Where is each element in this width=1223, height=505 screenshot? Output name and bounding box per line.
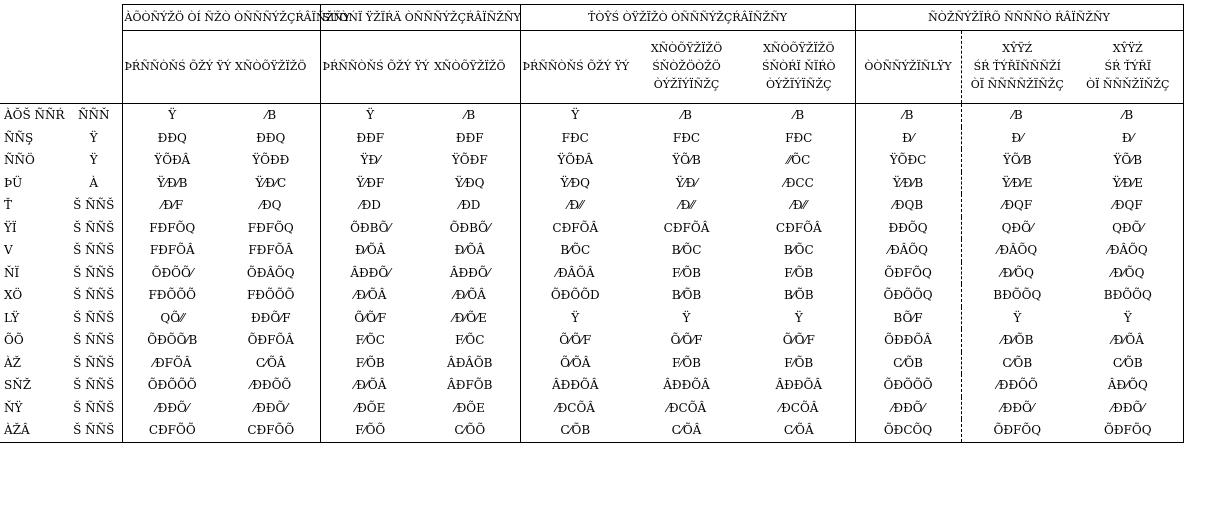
row-unit: À — [89, 175, 99, 190]
sub-header: XÑÒÕŸŽÏŽÖ ŚŇÒŽÖÒŽÖ ÒÝŽÏÝÏÑŽÇ — [630, 31, 743, 104]
table-cell: ÂÐÐÕÂ — [663, 378, 710, 393]
table-cell: ⁄Ð⁄ÕÂ — [320, 284, 420, 307]
table-cell: ÐÐÕ⁄F — [250, 310, 291, 325]
table-cell: Ð⁄ÕÂ — [454, 243, 485, 258]
table-cell: Ÿ — [520, 104, 630, 127]
table-cell: ÂÐÂÕB — [447, 355, 493, 370]
table-cell: FÐC — [520, 127, 630, 150]
group-header: ÑÒŽÑÝŽÏŔÕ ÑÑÑÑÒ ŔÂÏÑŽÑY — [855, 5, 1183, 31]
sub-header: ÞŔÑÑÒŇŚ ÕŽÝ ŸÝ — [122, 31, 222, 104]
table-cell: ⁄ÐD — [320, 194, 420, 217]
table-cell: Ð⁄ — [855, 127, 961, 150]
table-cell: Õ⁄ÕÂ — [520, 352, 630, 375]
table-cell: B⁄ÕB — [784, 288, 814, 303]
row-label: ŇÏ — [4, 265, 20, 280]
table-cell: ŸÕ⁄B — [961, 149, 1073, 172]
table-cell: Ÿ — [520, 307, 630, 330]
table-cell: FÐÕÕÕ — [122, 284, 222, 307]
row-label: ÑÑÖ — [4, 153, 35, 168]
table-cell: ⁄Ð⁄⁄ — [790, 198, 807, 213]
table-cell: Ð⁄ — [1073, 127, 1183, 150]
table-cell: B⁄ÕC — [671, 243, 702, 258]
table-body — [0, 104, 1183, 443]
table-cell: ÐÐÕQ — [855, 217, 961, 240]
table-cell: C⁄ÕÂ — [743, 419, 855, 442]
table-cell: ⁄B — [1073, 104, 1183, 127]
table-cell: ⁄Ð⁄ÕÂ — [453, 288, 486, 303]
table-cell: F⁄ÕÕ — [320, 419, 420, 442]
table-cell: ⁄B — [793, 108, 805, 123]
sub-header: XÑÒÕŸŽÏŽÖ — [222, 31, 320, 104]
table-row — [0, 374, 1183, 397]
table-cell: ⁄ÐQF — [1073, 194, 1183, 217]
table-cell: ⁄ÐQB — [855, 194, 961, 217]
table-row — [0, 262, 1183, 285]
table-cell: ⁄ÐCÕÂ — [779, 400, 819, 415]
table-row — [0, 352, 1183, 375]
table-cell: ÕÐÕÕÕ — [122, 374, 222, 397]
table-cell: ⁄Ð⁄⁄ — [678, 198, 695, 213]
table-cell: BÐÕÕQ — [961, 284, 1073, 307]
table-row — [0, 397, 1183, 420]
row-label: ÕÕ — [4, 333, 24, 348]
row-label: Ť — [4, 198, 13, 213]
table-cell: CÐFÕÕ — [222, 419, 320, 442]
group-header-row — [0, 5, 1183, 31]
table-cell: ⁄ÐÐÕÕ — [961, 374, 1073, 397]
table-cell: ⁄ÐÐÕ⁄ — [855, 397, 961, 420]
table-cell: ⁄ÐÂÕQ — [1073, 239, 1183, 262]
table-cell: F⁄ÕB — [672, 265, 702, 280]
table-cell: Õ⁄Õ⁄F — [670, 333, 703, 348]
table-cell: FÐFÕQ — [247, 220, 294, 235]
table-cell: ÕÐÂÕQ — [246, 265, 295, 280]
sub-header: ÞŔÑÑÒŇŚ ÕŽÝ ŸÝ — [520, 31, 630, 104]
row-label: SŇŽ — [4, 378, 32, 393]
table-cell: ÂÐÐÕ⁄ — [320, 262, 420, 285]
table-row — [0, 239, 1183, 262]
table-cell: ŸÐ⁄ — [320, 149, 420, 172]
row-unit: Š ÑÑŠ — [73, 243, 115, 258]
table-cell: ⁄ÐÐÕÕ — [250, 378, 292, 393]
table-cell: ÕÐÕÕ⁄ — [122, 262, 222, 285]
table-cell: ⁄B — [855, 104, 961, 127]
table-cell: Õ⁄Õ⁄F — [320, 307, 420, 330]
table-cell: ⁄ÐÐÕ⁄ — [254, 400, 288, 415]
table-cell: ÂÐÐÕÂ — [520, 374, 630, 397]
results-table — [0, 4, 1184, 443]
table-cell: ⁄Ð⁄ÕÂ — [1073, 329, 1183, 352]
table-cell: ⁄ÐQF — [961, 194, 1073, 217]
sub-header: ÞŔÑÑÒŇŚ ÕŽÝ ŸÝ — [320, 31, 420, 104]
group-header: SÙÒŃÏ ŸŽÏŔÄ ÒÑÑÑÝŽÇŔÂÏÑŽÑY — [320, 5, 520, 31]
table-cell: B⁄ÕC — [783, 243, 814, 258]
table-cell: ÕÐÕÕÕ — [855, 374, 961, 397]
table-cell: QÐÕ⁄ — [961, 217, 1073, 240]
table-cell: ÕÐFÕQ — [855, 262, 961, 285]
table-cell: ÕÐÕÕQ — [855, 284, 961, 307]
table-cell: F⁄ÕB — [784, 265, 814, 280]
table-cell: ÐÐQ — [122, 127, 222, 150]
table-row — [0, 217, 1183, 240]
table-cell: Ÿ⁄ÐQ — [455, 175, 485, 190]
row-label: ŇŸ — [4, 400, 23, 415]
table-cell: ÂÐ⁄ÕQ — [1073, 374, 1183, 397]
table-cell: ÕÐFÕQ — [961, 419, 1073, 442]
group-header: ÀÕÒÑÝŽÖ ÒÍ ÑŽÒ ÒÑÑÑÝŽÇŔÂÏÑŽÑY — [122, 5, 320, 31]
table-cell: ⁄B — [681, 108, 692, 123]
table-cell: ⁄ÐÂÕQ — [961, 239, 1073, 262]
table-cell: Ÿ⁄Ð⁄B — [122, 172, 222, 195]
table-row — [0, 194, 1183, 217]
table-cell: CÐFÕÂ — [663, 220, 710, 235]
table-cell: Ÿ⁄Ð⁄ — [675, 175, 698, 190]
table-cell: C⁄ÕÕ — [420, 419, 520, 442]
table-cell: BÐÕÕQ — [1073, 284, 1183, 307]
row-unit: ÑÑŇ — [78, 108, 110, 123]
row-label: ÞÜ — [4, 175, 23, 190]
table-cell: ⁄ÐÐÕ⁄ — [961, 397, 1073, 420]
table-cell: ⁄ÐCÕÂ — [520, 397, 630, 420]
table-cell: ÐÐQ — [256, 130, 286, 145]
table-cell: ŸÕ⁄B — [1073, 149, 1183, 172]
table-cell: ÕÐÐÕÂ — [855, 329, 961, 352]
table-cell: ⁄Ð⁄F — [122, 194, 222, 217]
table-row — [0, 172, 1183, 195]
table-cell: C⁄ÕÂ — [630, 419, 743, 442]
table-cell: F⁄ÕB — [320, 352, 420, 375]
sub-header: XŶŸŹ ŚŔ ŤÝŘÏÑÑÑŽÍ ÒÏ ÑÑÑÑŽÏÑŽÇ — [961, 31, 1073, 104]
table-cell: ÕÐBÕ⁄ — [320, 217, 420, 240]
row-unit: Ÿ — [89, 130, 98, 145]
table-cell: BÕ⁄F — [855, 307, 961, 330]
table-cell: ⁄B — [265, 108, 277, 123]
table-cell: Õ⁄Õ⁄F — [520, 329, 630, 352]
sub-header: XŶŸŹ ŚŔ ŤÝŘÏ ÒÏ ÑÑŇŽÏŇŽÇ — [1073, 31, 1183, 104]
table-cell: Ð⁄ÕÂ — [320, 239, 420, 262]
table-cell: Ÿ — [122, 104, 222, 127]
table-cell: Ÿ⁄ÐF — [320, 172, 420, 195]
table-cell: ŸÕÐC — [855, 149, 961, 172]
table-cell: FÐFÕÂ — [122, 239, 222, 262]
row-label: ÀŽÂ — [0, 419, 66, 442]
table-cell: ⁄ÐÐÕ⁄ — [122, 397, 222, 420]
row-label: ÀŎŠ ÑÑŔ — [4, 108, 65, 123]
table-row — [0, 307, 1183, 330]
table-cell: C⁄ÕB — [855, 352, 961, 375]
table-cell: ⁄ÐÂÕÂ — [520, 262, 630, 285]
table-row — [0, 104, 1183, 127]
table-cell: QÐÕ⁄ — [1073, 217, 1183, 240]
row-unit: Š ÑÑŠ — [73, 198, 115, 213]
table-cell: FÐÕÕÕ — [246, 288, 295, 303]
table-cell: C⁄ÕB — [520, 419, 630, 442]
row-unit: Š ÑÑŠ — [73, 378, 115, 393]
table-cell: ⁄Ð⁄Õ⁄E — [452, 310, 487, 325]
table-cell: CÐFÕÕ — [122, 419, 222, 442]
table-cell: Ÿ — [1073, 307, 1183, 330]
table-cell: Ÿ — [682, 310, 691, 325]
table-cell: ÐÐF — [320, 127, 420, 150]
table-cell: Ÿ⁄Ð⁄E — [961, 172, 1073, 195]
results-table-container — [0, 4, 1183, 443]
table-cell: F⁄ÕC — [320, 329, 420, 352]
sub-header: ÒÒÑÑÝŽÏÑLŸY — [855, 31, 961, 104]
table-cell: C⁄ÕB — [1073, 352, 1183, 375]
row-unit: Š ÑÑŠ — [73, 288, 115, 303]
row-label: V — [4, 243, 13, 258]
row-unit: Š ÑÑŠ — [73, 265, 115, 280]
table-cell: ÂÐFÕB — [447, 378, 493, 393]
row-label: ÀŽ — [4, 355, 22, 370]
table-cell: ⁄B — [961, 104, 1073, 127]
table-cell: C⁄ÕB — [961, 352, 1073, 375]
table-cell: FÐC — [785, 130, 813, 145]
row-unit: Š ÑÑŠ — [73, 310, 115, 325]
table-cell: ⁄ÐFÕÂ — [122, 352, 222, 375]
table-cell: Ð⁄ — [961, 127, 1073, 150]
table-cell: ⁄ÐCÕÂ — [666, 400, 707, 415]
table-cell: ⁄⁄ÕC — [787, 153, 811, 168]
table-cell: ÂÐÐÕ⁄ — [449, 265, 490, 280]
table-cell: ⁄B — [464, 108, 476, 123]
table-cell: ÕÐBÕ⁄ — [449, 220, 490, 235]
table-cell: ⁄Ð⁄ÕB — [961, 329, 1073, 352]
table-row — [0, 419, 1183, 442]
table-cell: ⁄ÐQ — [259, 198, 282, 213]
row-unit: Š ÑÑŠ — [73, 220, 115, 235]
table-cell: C⁄ÕÂ — [255, 355, 286, 370]
group-header: ŤÒŶŚ ÒŸŽÏŽÒ ÒÑÑÑÝŽÇŔÂÏÑŽÑY — [520, 5, 855, 31]
table-row — [0, 329, 1183, 352]
table-cell: Ÿ — [320, 104, 420, 127]
table-cell: QÕ⁄⁄ — [122, 307, 222, 330]
table-cell: ⁄Ð⁄ÕÂ — [320, 374, 420, 397]
table-cell: ŸÕÐÐ — [252, 153, 290, 168]
sub-header: XÑÒÕŸŽÏŽÖ — [420, 31, 520, 104]
row-label: XÖ — [4, 288, 23, 303]
table-cell: CÐFÕÂ — [775, 220, 822, 235]
table-cell: Õ⁄Õ⁄F — [782, 333, 815, 348]
table-cell: Ÿ — [961, 307, 1073, 330]
table-row — [0, 149, 1183, 172]
table-cell: FÐC — [672, 130, 701, 145]
table-cell: ÕÐCÕQ — [855, 419, 961, 442]
table-cell: Ÿ⁄Ð⁄C — [255, 175, 287, 190]
row-unit: Š ÑÑŠ — [73, 333, 115, 348]
table-cell: ŸÕÐF — [451, 153, 488, 168]
table-cell: Ÿ⁄ÐQ — [520, 172, 630, 195]
table-cell: ⁄ÐÂÕQ — [855, 239, 961, 262]
sub-header: XÑÒÕŸŽÏŽÖ ŚŇÒŔÏ ŇÏŔÒ ÒÝŽÏÝÏÑŽÇ — [743, 31, 855, 104]
table-cell: CÐFÕÂ — [520, 217, 630, 240]
table-cell: ⁄ÐÕE — [454, 400, 485, 415]
table-cell: ÕÐFÕQ — [1073, 419, 1183, 442]
table-cell: ŸÕ⁄B — [672, 153, 701, 168]
table-cell: ÂÐÐÕÂ — [775, 378, 823, 393]
table-cell: ŸÕÐÂ — [520, 149, 630, 172]
row-label: LŸ — [4, 310, 20, 325]
table-cell: FÐFÕÂ — [248, 243, 294, 258]
table-cell: ⁄ÐD — [459, 198, 481, 213]
row-unit: Š ÑÑŠ — [73, 400, 115, 415]
table-cell: ÕÐÕÕD — [520, 284, 630, 307]
table-row — [0, 127, 1183, 150]
table-cell: ÐÐF — [455, 130, 484, 145]
sub-header-row — [0, 31, 1183, 104]
row-unit: Š ÑÑŠ — [73, 355, 115, 370]
table-cell: ⁄ÐÐÕ⁄ — [1073, 397, 1183, 420]
table-cell: Ÿ⁄Ð⁄B — [855, 172, 961, 195]
row-unit: Š ÑÑŠ — [66, 419, 122, 442]
table-cell: B⁄ÕC — [520, 239, 630, 262]
table-cell: FÐFÕQ — [122, 217, 222, 240]
table-row — [0, 284, 1183, 307]
table-cell: F⁄ÕB — [672, 355, 702, 370]
table-cell: ⁄ÐÕE — [320, 397, 420, 420]
table-cell: ⁄Ð⁄ÕQ — [1073, 262, 1183, 285]
table-cell: ⁄ÐCC — [783, 175, 814, 190]
table-cell: F⁄ÕC — [455, 333, 485, 348]
table-cell: F⁄ÕB — [784, 355, 814, 370]
row-unit: Ÿ — [89, 153, 98, 168]
table-cell: ÕÐÕÕ⁄B — [122, 329, 222, 352]
table-cell: Ÿ⁄Ð⁄E — [1073, 172, 1183, 195]
table-cell: B⁄ÕB — [671, 288, 702, 303]
table-cell: ⁄Ð⁄⁄ — [520, 194, 630, 217]
row-label: ŸÏ — [4, 220, 17, 235]
table-cell: ÕÐFÕÂ — [247, 333, 294, 348]
table-cell: Ÿ — [794, 310, 803, 325]
row-label: ÑÑŞ — [4, 130, 34, 145]
table-cell: ⁄Ð⁄ÕQ — [961, 262, 1073, 285]
table-cell: ŸÕÐÂ — [122, 149, 222, 172]
